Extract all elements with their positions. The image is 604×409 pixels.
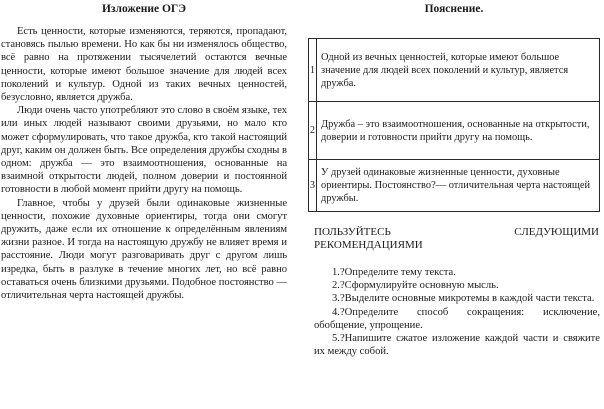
essay-title: Изложение ОГЭ — [101, 3, 187, 15]
table-row — [309, 102, 600, 160]
heading-word: ПОЛЬЗУЙТЕСЬ — [314, 226, 391, 238]
microtopics-table — [308, 38, 600, 212]
row-text: У друзей одинаковые жизненные ценности, духовные ориентиры. Постоянство?— отличительная черта настоящей дружбы. — [317, 160, 600, 212]
essay-column — [1, 2, 287, 302]
essay-paragraph-2: Люди очень часто употребляют это слово в своём языке, тех или иных людей называют своими друзьями, но мало кто может сформулировать, что такое дружба, кто такой настоящий друг, каким он должен быть. Все определения дружбы сходны в одном: дружба — это взаимоотношения, основанные на взаимной открытости людей, полном доверии и постоянной готовности в любой момент прийти другу на помощь. — [1, 105, 287, 196]
heading-word: СЛЕДУЮЩИМИ — [514, 226, 599, 238]
row-text: Дружба – это взаимоотношения, основанные на открытости, доверии и готовности прийти другу на помощь. — [317, 102, 600, 160]
recommendations-heading — [308, 226, 600, 239]
explanation-title: Пояснение. — [424, 3, 484, 15]
essay-paragraph-3: Главное, чтобы у друзей были одинаковые жизненные ценности, похожие духовные ориентиры, тогда они смогут дружить, даже если их отношение к определённым явлениям жизни разное. И тогда на настоящую дружбу не влияет время и расстояние. Люди могут разговаривать друг с другом лишь изредка, быть в разлуке в течение многих лет, но всё равно оставаться очень близкими друзьями. Подобное постоянство — отличительная черта настоящей дружбы. — [1, 197, 287, 302]
row-number: 3 — [309, 160, 317, 212]
essay-paragraph-1: Есть ценности, которые изменяются, теряются, пропадают, становясь пылью времени. Но как бы ни изменялось общество, всё равно на протяжении тысячелетий остаются вечные ценности, которые имеют большое значение для людей всех поколений и культур. Одной из таких вечных ценностей, безусловно, является дружба. — [1, 26, 287, 104]
table-row — [309, 160, 600, 212]
row-number: 1 — [309, 39, 317, 102]
row-number: 2 — [309, 102, 317, 160]
recommendation-item: 4.?Определите способ сокращения: исключение, обобщение, упрощение. — [314, 306, 600, 331]
recommendation-item: 5.?Напишите сжатое изложение каждой части и свяжите их между собой. — [314, 333, 600, 358]
row-text: Одной из вечных ценностей, которые имеют большое значение для людей всех поколений и культур, является дружба. — [317, 39, 600, 102]
explanation-column — [308, 2, 600, 358]
recommendation-item: 2.?Сформулируйте основную мысль. — [332, 280, 499, 292]
table-row — [309, 39, 600, 102]
recommendations-heading-line2: РЕКОМЕНДАЦИЯМИ — [314, 239, 423, 251]
recommendation-item: 1.?Определите тему текста. — [332, 267, 456, 278]
recommendation-item: 3.?Выделите основные микротемы в каждой части текста. — [332, 293, 595, 305]
